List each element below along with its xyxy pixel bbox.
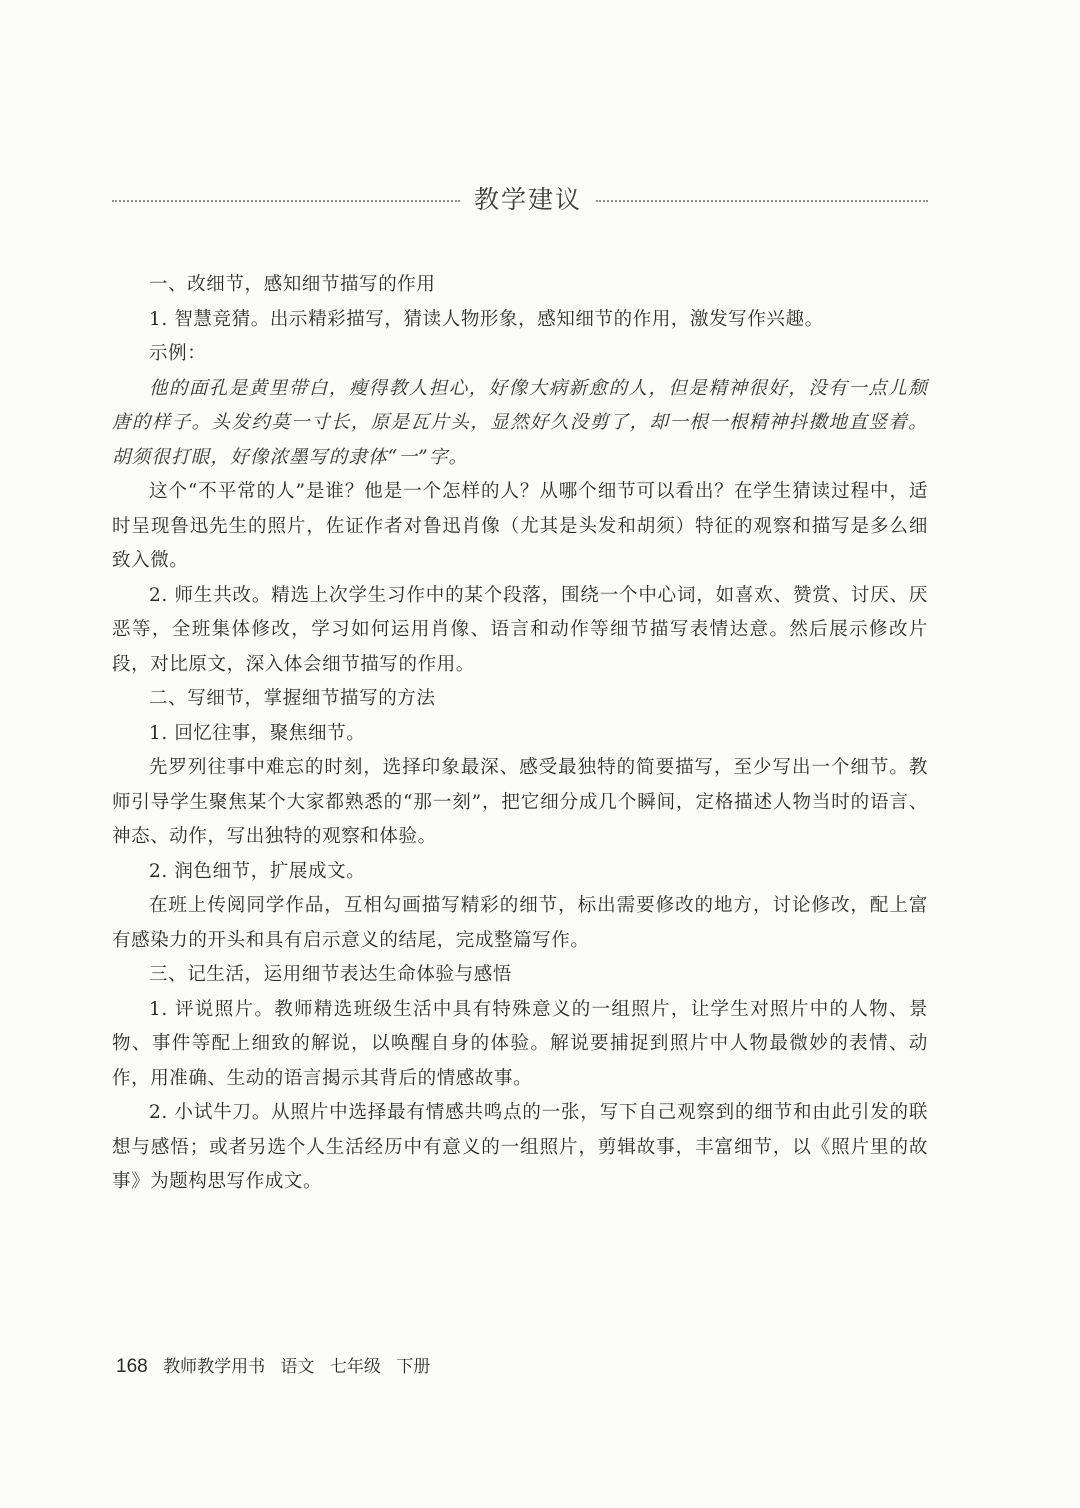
heading-part-three: 三、记生活，运用细节表达生命体验与感悟 bbox=[149, 964, 512, 985]
page-number: 168 bbox=[116, 1356, 148, 1377]
section-title: 教学建议 bbox=[473, 185, 582, 214]
paragraph-recall-past: 1. 回忆往事，聚焦细节。 bbox=[149, 722, 366, 744]
example-label: 示例： bbox=[149, 343, 207, 364]
book-title: 教师教学用书 bbox=[163, 1357, 266, 1377]
heading-part-one: 一、改细节，感知细节描写的作用 bbox=[149, 274, 436, 295]
dotted-rule-right bbox=[596, 200, 928, 202]
example-quote: 他的面孔是黄里带白，瘦得教人担心，好像大病新愈的人，但是精神很好，没有一点儿颓唐的样子。头发约莫一寸长，原是瓦片头，显然好久没剪了，却一根一根精神抖擞地直竖着。胡须很打眼，好像浓墨写的隶体“一”字。 bbox=[112, 377, 928, 468]
volume-label: 下册 bbox=[396, 1357, 431, 1377]
page-footer bbox=[116, 1352, 440, 1378]
subject-label: 语文 bbox=[280, 1357, 315, 1377]
paragraph-peer-review: 在班上传阅同学作品，互相勾画描写精彩的细节，标出需要修改的地方，讨论修改，配上富有感染力的开头和具有启示意义的结尾，完成整篇写作。 bbox=[112, 895, 928, 951]
paragraph-try-writing: 2. 小试牛刀。从照片中选择最有情感共鸣点的一张，写下自己观察到的细节和由此引发的联想与感悟；或者另选个人生活经历中有意义的一组照片，剪辑故事，丰富细节，以《照片里的故事》为题构思写作成文。 bbox=[112, 1102, 928, 1192]
paragraph-joint-revision: 2. 师生共改。精选上次学生习作中的某个段落，围绕一个中心词，如喜欢、赞赏、讨厌、厌恶等，全班集体修改，学习如何运用肖像、语言和动作等细节描写表情达意。然后展示修改片段，对比原文，深入体会细节描写的作用。 bbox=[112, 584, 928, 675]
heading-part-two: 二、写细节，掌握细节描写的方法 bbox=[149, 688, 436, 709]
paragraph-polish-detail: 2. 润色细节，扩展成文。 bbox=[149, 860, 366, 882]
grade-label: 七年级 bbox=[329, 1357, 381, 1377]
paragraph-recall-detail: 先罗列往事中难忘的时刻，选择印象最深、感受最独特的简要描写，至少写出一个细节。教师引导学生聚焦某个大家都熟悉的“那一刻”，把它细分成几个瞬间，定格描述人物当时的语言、神态、动作，写出独特的观察和体验。 bbox=[112, 757, 928, 847]
paragraph-photo-comment: 1. 评说照片。教师精选班级生活中具有特殊意义的一组照片，让学生对照片中的人物、景物、事件等配上细致的解说，以唤醒自身的体验。解说要捕捉到照片中人物最微妙的表情、动作，用准确、生动的语言揭示其背后的情感故事。 bbox=[112, 998, 928, 1089]
paragraph-guess-discussion: 这个“不平常的人”是谁？他是一个怎样的人？从哪个细节可以看出？在学生猜读过程中，适时呈现鲁迅先生的照片，佐证作者对鲁迅肖像（尤其是头发和胡须）特征的观察和描写是多么细致入微。 bbox=[112, 481, 928, 571]
section-header bbox=[112, 178, 928, 224]
paragraph-smart-guess: 1. 智慧竞猜。出示精彩描写，猜读人物形象，感知细节的作用，激发写作兴趣。 bbox=[149, 308, 824, 330]
dotted-rule-left bbox=[112, 200, 460, 202]
